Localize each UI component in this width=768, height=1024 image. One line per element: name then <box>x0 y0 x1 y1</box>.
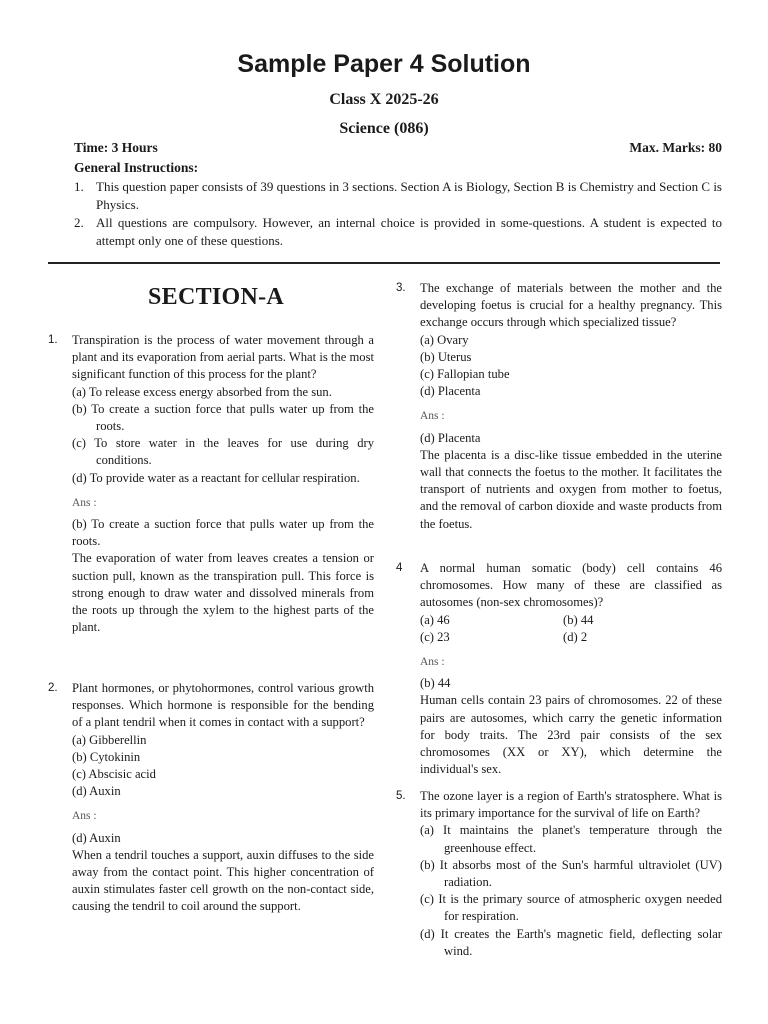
section-title: SECTION-A <box>148 284 285 310</box>
answer-explanation: When a tendril touches a support, auxin diffuses to the side away from the contact point. This higher concentration of auxin stimulates faster cell growth on the non-contact side, causing the tendril to coil around the support. <box>72 847 374 914</box>
option-d: (d) It creates the Earth's magnetic field, deflecting solar wind. <box>420 926 722 958</box>
option-a: (a) To release excess energy absorbed from the sun. <box>72 384 332 399</box>
option-b: (b) 44 <box>563 612 594 627</box>
question-number: 5. <box>396 790 406 802</box>
option-b: (b) It absorbs most of the Sun's harmful ultraviolet (UV) radiation. <box>420 857 722 890</box>
question-number: 3. <box>396 282 406 294</box>
answer-label: Ans : <box>420 410 445 423</box>
question-5 <box>396 788 722 960</box>
instruction-item <box>74 214 722 249</box>
instruction-number: 1. <box>74 179 84 194</box>
question-stem: The exchange of materials between the mother and the developing foetus is crucial for a healthy pregnancy. This exchange occurs through which specialized tissue? <box>420 281 722 330</box>
question-3 <box>396 280 722 533</box>
question-number: 4 <box>396 562 403 574</box>
question-stem: Transpiration is the process of water movement through a plant and its evaporation from aerial parts. What is the most significant function of this process for the plant? <box>72 333 374 382</box>
instruction-item <box>74 178 722 213</box>
option-d: (d) To provide water as a reactant for cellular respiration. <box>72 470 360 485</box>
answer-text: (b) 44 <box>420 676 451 691</box>
answer-label: Ans : <box>420 656 445 669</box>
option-a: (a) Ovary <box>420 332 469 347</box>
question-stem: The ozone layer is a region of Earth's stratosphere. What is its primary importance for the survival of life on Earth? <box>420 789 722 821</box>
answer-text: (d) Placenta <box>420 430 481 445</box>
question-1 <box>48 332 374 636</box>
answer-label: Ans : <box>72 810 97 823</box>
answer-explanation: The placenta is a disc-like tissue embedded in the uterine wall that connects the foetus to the mother. It facilitates the transport of nutrients and oxygen from mother to foetus, and the removal of carbon dioxide and waste products from the foetus. <box>420 447 722 531</box>
question-number: 1. <box>48 334 58 346</box>
question-4 <box>396 560 722 778</box>
answer-text: (d) Auxin <box>72 830 121 845</box>
question-number: 2. <box>48 682 58 694</box>
question-stem: Plant hormones, or phytohormones, control various growth responses. Which hormone is responsible for the bending of a plant tendril when it comes in contact with a support? <box>72 681 374 730</box>
option-d: (d) 2 <box>563 629 588 644</box>
instruction-text: This question paper consists of 39 questions in 3 sections. Section A is Biology, Section B is Chemistry and Section C is Physics. <box>96 179 722 212</box>
option-c: (c) 23 <box>420 629 450 644</box>
paper-title: Sample Paper 4 Solution <box>237 50 531 78</box>
class-line: Class X 2025-26 <box>329 91 439 108</box>
max-marks-label: Max. Marks: 80 <box>629 140 722 155</box>
option-a: (a) Gibberellin <box>72 732 147 747</box>
question-2 <box>48 680 374 916</box>
option-a: (a) It maintains the planet's temperature through the greenhouse effect. <box>420 823 722 855</box>
time-label: Time: 3 Hours <box>74 140 158 155</box>
option-d: (d) Placenta <box>420 384 481 399</box>
answer-label: Ans : <box>72 496 97 509</box>
subject-line: Science (086) <box>339 120 429 137</box>
option-d: (d) Auxin <box>72 784 121 799</box>
option-b: (b) Cytokinin <box>72 749 141 764</box>
answer-text: (b) To create a suction force that pulls water up from the roots. <box>72 517 374 549</box>
option-b: (b) To create a suction force that pulls water up from the roots. <box>72 401 374 434</box>
answer-explanation: The evaporation of water from leaves creates a tension or suction pull, known as the transpiration pull. This force is strong enough to draw water and dissolved minerals from the roots up through the xylem to the highest parts of the plant. <box>72 551 374 635</box>
option-b: (b) Uterus <box>420 349 472 364</box>
options-grid <box>420 612 722 646</box>
option-c: (c) To store water in the leaves for use during dry conditions. <box>72 436 374 468</box>
answer-explanation: Human cells contain 23 pairs of chromosomes. 22 of these pairs are autosomes, which carry the genetic information for body traits. The 23rd pair consists of the sex chromosomes (XX or XY), which determine the individual's sex. <box>420 693 722 777</box>
question-stem: A normal human somatic (body) cell contains 46 chromosomes. How many of these are classified as autosomes (non-sex chromosomes)? <box>420 561 722 610</box>
option-c: (c) Fallopian tube <box>420 367 510 382</box>
general-instructions-heading: General Instructions: <box>74 160 199 175</box>
instruction-number: 2. <box>74 215 84 230</box>
option-c: (c) Abscisic acid <box>72 767 156 782</box>
option-a: (a) 46 <box>420 612 450 627</box>
header-divider <box>48 262 720 264</box>
instruction-text: All questions are compulsory. However, an internal choice is provided in some-questions. A student is expected to attempt only one of these questions. <box>96 215 722 248</box>
option-c: (c) It is the primary source of atmospheric oxygen needed for respiration. <box>420 892 722 924</box>
